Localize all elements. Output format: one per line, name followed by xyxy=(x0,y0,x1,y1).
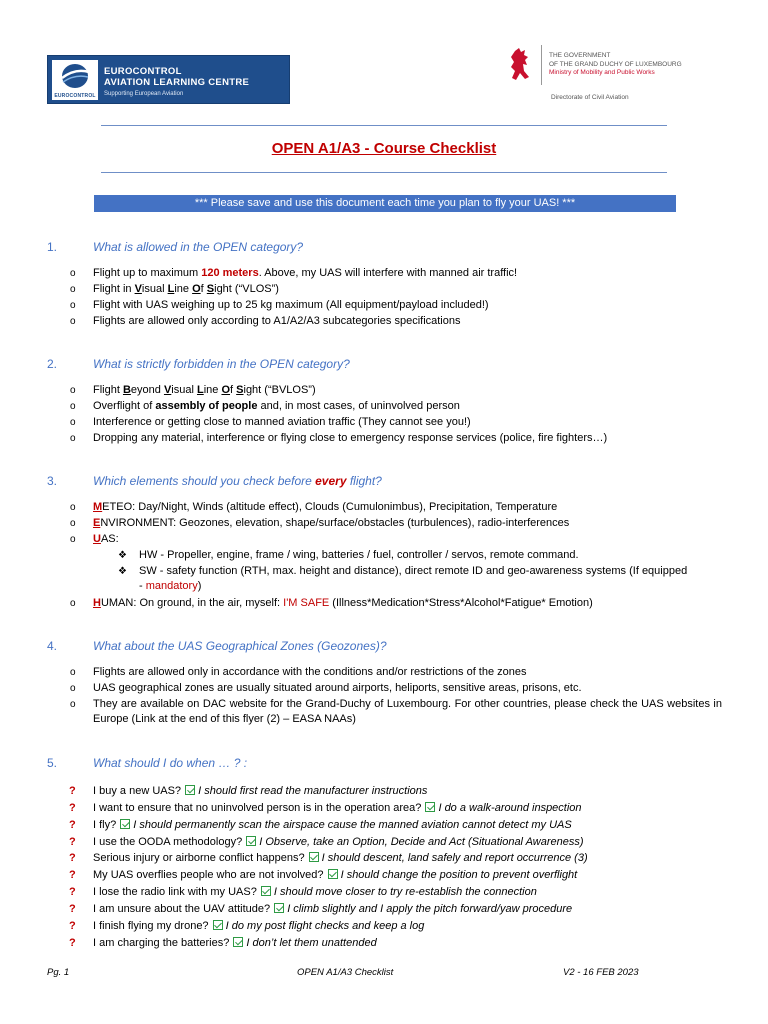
section-1-number: 1. xyxy=(47,240,58,254)
max-height-emphasis: 120 meters xyxy=(201,267,259,279)
question-mark-icon: ? xyxy=(69,903,76,915)
eurocontrol-logo xyxy=(47,55,290,104)
question-mark-icon: ? xyxy=(69,819,76,831)
qa-item: I am unsure about the UAV attitude? I climb slightly and I apply the pitch forward/yaw procedure xyxy=(93,903,573,915)
list-item: Overflight of assembly of people and, in most cases, of uninvolved person xyxy=(93,400,460,412)
ministry-name: Ministry of Mobility and Public Works xyxy=(549,69,655,76)
list-item: They are available on DAC website for the Grand-Duchy of Luxembourg. For other countries, please check the UAS websites in Europe (Link at the end of this flyer (2) – EASA NAAs) xyxy=(93,698,722,725)
bullet: o xyxy=(70,385,76,396)
government-line1: THE GOVERNMENT xyxy=(549,52,611,59)
section-4-title: What about the UAS Geographical Zones (Geozones)? xyxy=(93,639,387,653)
qa-item: Serious injury or airborne conflict happens? I should descent, land safely and report occurrence (3) xyxy=(93,852,588,864)
section-5-title: What should I do when … ? : xyxy=(93,756,248,770)
diamond-bullet-icon: ❖ xyxy=(118,566,127,577)
list-item: Flights are allowed only in accordance with the conditions and/or restrictions of the zones xyxy=(93,666,527,678)
qa-item: I fly? I should permanently scan the airspace cause the manned aviation cannot detect my UAS xyxy=(93,819,572,831)
sub-list-item: SW - safety function (RTH, max. height and distance), direct remote ID and geo-awareness systems (If equipped xyxy=(139,565,688,577)
section-1-title: What is allowed in the OPEN category? xyxy=(93,240,304,254)
eurocontrol-tagline: Supporting European Aviation xyxy=(104,91,184,97)
footer-document-name: OPEN A1/A3 Checklist xyxy=(297,967,394,978)
bullet: o xyxy=(70,534,76,545)
list-item: METEO: Day/Night, Winds (altitude effect), Clouds (Cumulonimbus), Precipitation, Temperature xyxy=(93,501,558,513)
title-rule-bottom xyxy=(101,172,667,173)
checkbox-checked-icon xyxy=(120,819,130,829)
eurocontrol-name: EUROCONTROL xyxy=(104,66,182,77)
checkbox-checked-icon xyxy=(274,903,284,913)
bullet: o xyxy=(70,667,76,678)
footer-version: V2 - 16 FEB 2023 xyxy=(563,967,639,978)
list-item: HUMAN: On ground, in the air, myself: I'M SAFE (Illness*Medication*Stress*Alcohol*Fatigue* Emotion) xyxy=(93,597,593,609)
qa-item: I lose the radio link with my UAS? I should move closer to try re-establish the connection xyxy=(93,886,537,898)
bullet: o xyxy=(70,300,76,311)
section-2-number: 2. xyxy=(47,357,58,371)
question-mark-icon: ? xyxy=(69,852,76,864)
luxembourg-lion-icon xyxy=(505,47,535,88)
government-line2: OF THE GRAND DUCHY OF LUXEMBOURG xyxy=(549,60,682,68)
bullet: o xyxy=(70,683,76,694)
qa-item: I finish flying my drone? I do my post flight checks and keep a log xyxy=(93,920,425,932)
question-mark-icon: ? xyxy=(69,886,76,898)
list-item: UAS geographical zones are usually situated around airports, heliports, sensitive areas, prisons, etc. xyxy=(93,682,582,694)
checkbox-checked-icon xyxy=(328,869,338,879)
qa-item: My UAS overflies people who are not involved? I should change the position to prevent overflight xyxy=(93,869,578,881)
list-item: Flight Beyond Visual Line Of Sight (“BVLOS”) xyxy=(93,384,316,396)
question-mark-icon: ? xyxy=(69,937,76,949)
list-item: Flights are allowed only according to A1/A2/A3 subcategories specifications xyxy=(93,315,461,327)
section-3-number: 3. xyxy=(47,474,58,488)
section-5-number: 5. xyxy=(47,756,58,770)
bullet: o xyxy=(70,502,76,513)
bullet: o xyxy=(70,433,76,444)
qa-item: I want to ensure that no uninvolved person is in the operation area? I do a walk-around inspection xyxy=(93,802,582,814)
list-item: UAS: xyxy=(93,533,119,545)
government-text xyxy=(549,52,682,78)
question-mark-icon: ? xyxy=(69,785,76,797)
bullet: o xyxy=(70,268,76,279)
list-item: ENVIRONMENT: Geozones, elevation, shape/surface/obstacles (turbulences), radio-interferences xyxy=(93,517,570,529)
question-mark-icon: ? xyxy=(69,869,76,881)
qa-item: I use the OODA methodology? I Observe, take an Option, Decide and Act (Situational Awareness) xyxy=(93,836,584,848)
section-4-number: 4. xyxy=(47,639,58,653)
bullet: o xyxy=(70,284,76,295)
page-title: OPEN A1/A3 - Course Checklist xyxy=(271,140,497,157)
list-item: Interference or getting close to manned aviation traffic (They cannot see you!) xyxy=(93,416,471,428)
bullet: o xyxy=(70,401,76,412)
eurocontrol-globe-icon xyxy=(52,60,98,100)
list-item: Flight up to maximum 120 meters. Above, my UAS will interfere with manned air traffic! xyxy=(93,267,518,279)
section-3-title: Which elements should you check before every flight? xyxy=(93,474,382,488)
save-reminder-banner: *** Please save and use this document each time you plan to fly your UAS! *** xyxy=(94,195,676,212)
eurocontrol-mark-label: EUROCONTROL xyxy=(54,93,96,99)
checkbox-checked-icon xyxy=(233,937,243,947)
question-mark-icon: ? xyxy=(69,920,76,932)
checkbox-checked-icon xyxy=(309,852,319,862)
bullet: o xyxy=(70,316,76,327)
header-separator xyxy=(541,45,542,85)
qa-item: I am charging the batteries? I don’t let them unattended xyxy=(93,937,377,949)
bullet: o xyxy=(70,518,76,529)
question-mark-icon: ? xyxy=(69,802,76,814)
checkbox-checked-icon xyxy=(185,785,195,795)
diamond-bullet-icon: ❖ xyxy=(118,550,127,561)
section-2-title: What is strictly forbidden in the OPEN category? xyxy=(93,357,350,371)
list-item: Flight with UAS weighing up to 25 kg maximum (All equipment/payload included!) xyxy=(93,299,489,311)
bullet: o xyxy=(70,699,76,710)
qa-item: I buy a new UAS? I should first read the manufacturer instructions xyxy=(93,785,428,797)
list-item: Dropping any material, interference or flying close to emergency response services (police, fire fighters…) xyxy=(93,432,608,444)
footer-page-number: Pg. 1 xyxy=(47,967,70,978)
sub-list-item: HW - Propeller, engine, frame / wing, batteries / fuel, controller / servos, remote command. xyxy=(139,549,579,561)
checkbox-checked-icon xyxy=(261,886,271,896)
sub-list-item-continued: - mandatory) xyxy=(139,580,202,592)
question-mark-icon: ? xyxy=(69,836,76,848)
eurocontrol-centre: AVIATION LEARNING CENTRE xyxy=(104,77,250,88)
bullet: o xyxy=(70,417,76,428)
bullet: o xyxy=(70,598,76,609)
checkbox-checked-icon xyxy=(246,836,256,846)
list-item: Flight in Visual Line Of Sight (“VLOS”) xyxy=(93,283,279,295)
directorate-name: Directorate of Civil Aviation xyxy=(551,94,629,101)
checkbox-checked-icon xyxy=(425,802,435,812)
checkbox-checked-icon xyxy=(213,920,223,930)
title-rule-top xyxy=(101,125,667,126)
